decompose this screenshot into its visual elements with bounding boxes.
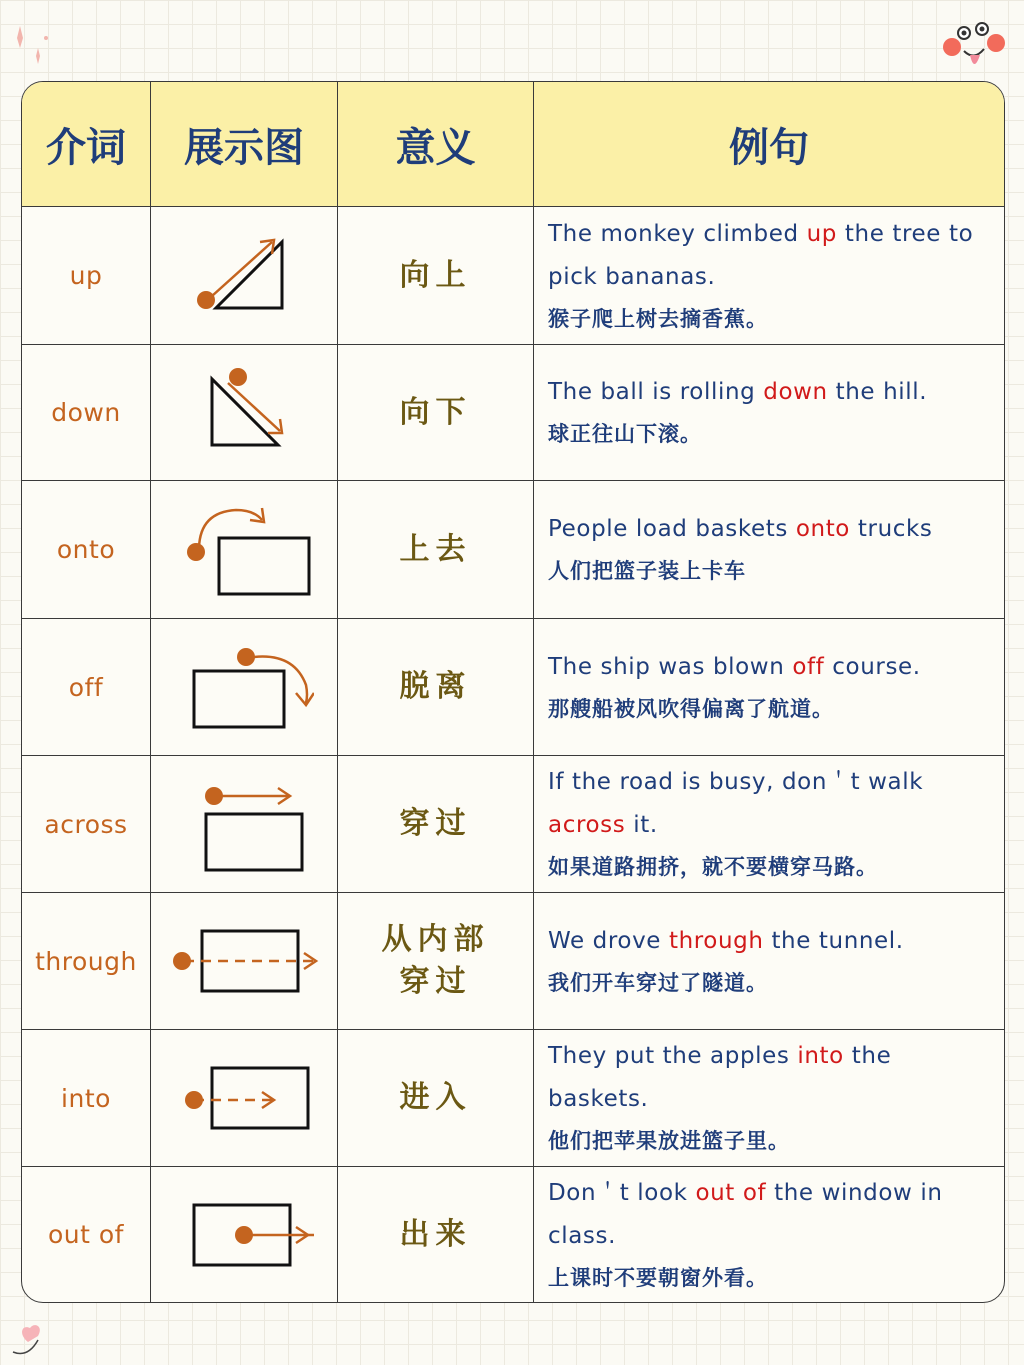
- diagram-cell: [151, 481, 338, 619]
- prepositions-table-card: [21, 81, 1005, 1303]
- example-cell: [534, 756, 1004, 893]
- table-row-word-cell: [22, 481, 151, 619]
- table-row-word-cell: [22, 756, 151, 893]
- example-cell: [534, 207, 1004, 345]
- meaning-text: 出来: [399, 1216, 472, 1252]
- header-diagram: 展示图: [184, 124, 304, 171]
- onto-diagram-icon: [174, 500, 314, 600]
- preposition-word: into: [61, 1083, 111, 1113]
- meaning-cell: [338, 207, 534, 345]
- example-english: [548, 646, 990, 689]
- through-diagram-icon: [164, 911, 324, 1011]
- example-chinese: 猴子爬上树去摘香蕉。: [548, 305, 768, 331]
- example-english: [548, 1172, 990, 1258]
- meaning-text: 向上: [399, 257, 472, 293]
- preposition-word: off: [68, 672, 104, 702]
- meaning-cell: [338, 481, 534, 619]
- example-text: the window in class.: [548, 1179, 943, 1249]
- preposition-word: down: [51, 398, 121, 427]
- meaning-cell: [338, 345, 534, 481]
- diagram-cell: [151, 756, 338, 893]
- highlight-word: through: [668, 927, 764, 954]
- header-meaning-cell: [338, 82, 534, 207]
- table-row-word-cell: [22, 619, 151, 756]
- highlight-word: into: [797, 1043, 844, 1069]
- meaning-cell: [338, 893, 534, 1030]
- heart-doodle-icon: [8, 1312, 58, 1362]
- example-text: If the road is busy, don＇t walk: [548, 769, 924, 795]
- example-cell: [534, 619, 1004, 756]
- diagram-cell: [151, 207, 338, 345]
- example-english: [548, 1035, 990, 1121]
- example-text: it.: [625, 812, 658, 838]
- example-text: The ball is rolling: [548, 379, 764, 405]
- preposition-word: across: [44, 809, 128, 839]
- preposition-word: out of: [48, 1220, 124, 1249]
- example-text: Don＇t look: [548, 1179, 696, 1206]
- example-cell: [534, 345, 1004, 481]
- header-example-cell: [534, 82, 1004, 207]
- diagram-cell: [151, 893, 338, 1030]
- example-cell: [534, 1030, 1004, 1167]
- header-prep-cell: [22, 82, 151, 207]
- highlight-word: down: [763, 379, 828, 405]
- header-prep: 介词: [46, 124, 126, 171]
- meaning-text: 进入: [399, 1080, 472, 1115]
- example-text: They put the apples: [548, 1043, 798, 1069]
- table-row-word-cell: [22, 207, 151, 345]
- meaning-text: 穿过: [399, 806, 472, 841]
- highlight-word: up: [806, 220, 837, 247]
- highlight-word: out of: [695, 1179, 767, 1206]
- example-chinese: 那艘船被风吹得偏离了航道。: [548, 695, 834, 721]
- example-cell: [534, 1167, 1004, 1302]
- example-chinese: 我们开车穿过了隧道。: [548, 969, 768, 995]
- example-english: [548, 920, 990, 963]
- diagram-cell: [151, 345, 338, 481]
- across-diagram-icon: [174, 774, 314, 874]
- meaning-cell: [338, 756, 534, 893]
- example-text: the tree to pick bananas.: [548, 220, 974, 290]
- example-text: trucks: [849, 516, 933, 542]
- example-text: course.: [824, 653, 921, 680]
- example-text: the baskets.: [548, 1043, 892, 1112]
- table-row-word-cell: [22, 1167, 151, 1302]
- example-text: We drove: [548, 927, 669, 954]
- preposition-word: through: [35, 946, 137, 976]
- diagram-cell: [151, 1167, 338, 1302]
- table-row-word-cell: [22, 345, 151, 481]
- example-english: [548, 213, 990, 299]
- meaning-text: 从内部穿过: [381, 922, 490, 999]
- example-chinese: 如果道路拥挤，就不要横穿马路。: [548, 854, 878, 879]
- example-text: People load baskets: [548, 516, 796, 542]
- example-chinese: 人们把篮子装上卡车: [548, 558, 746, 583]
- out-of-diagram-icon: [174, 1185, 314, 1285]
- example-chinese: 球正往山下滚。: [548, 421, 702, 446]
- example-text: the tunnel.: [763, 927, 904, 954]
- down-diagram-icon: [184, 363, 304, 463]
- example-english: [548, 761, 990, 847]
- prepositions-table: [22, 82, 1004, 1302]
- example-english: [548, 371, 990, 414]
- up-diagram-icon: [184, 226, 304, 326]
- example-chinese: 上课时不要朝窗外看。: [548, 1264, 768, 1290]
- table-row-word-cell: [22, 893, 151, 1030]
- preposition-word: up: [69, 261, 103, 290]
- sparkle-decoration-icon: [8, 18, 58, 68]
- example-english: [548, 508, 990, 551]
- header-meaning: 意义: [395, 124, 476, 171]
- header-diagram-cell: [151, 82, 338, 207]
- meaning-cell: [338, 1030, 534, 1167]
- meaning-cell: [338, 619, 534, 756]
- smiley-face-icon: [930, 15, 1010, 75]
- meaning-text: 脱离: [399, 669, 472, 704]
- highlight-word: off: [792, 653, 825, 680]
- meaning-text: 上去: [399, 531, 472, 567]
- meaning-text: 向下: [399, 394, 472, 430]
- example-cell: [534, 893, 1004, 1030]
- example-text: The monkey climbed: [548, 220, 807, 247]
- example-text: The ship was blown: [548, 653, 793, 680]
- example-text: the hill.: [827, 379, 928, 405]
- preposition-word: onto: [56, 535, 116, 564]
- diagram-cell: [151, 1030, 338, 1167]
- example-cell: [534, 481, 1004, 619]
- table-row-word-cell: [22, 1030, 151, 1167]
- example-chinese: 他们把苹果放进篮子里。: [548, 1128, 790, 1153]
- into-diagram-icon: [174, 1048, 314, 1148]
- header-example: 例句: [729, 124, 809, 171]
- diagram-cell: [151, 619, 338, 756]
- off-diagram-icon: [174, 637, 314, 737]
- highlight-word: across: [548, 812, 626, 838]
- meaning-cell: [338, 1167, 534, 1302]
- highlight-word: onto: [795, 516, 850, 542]
